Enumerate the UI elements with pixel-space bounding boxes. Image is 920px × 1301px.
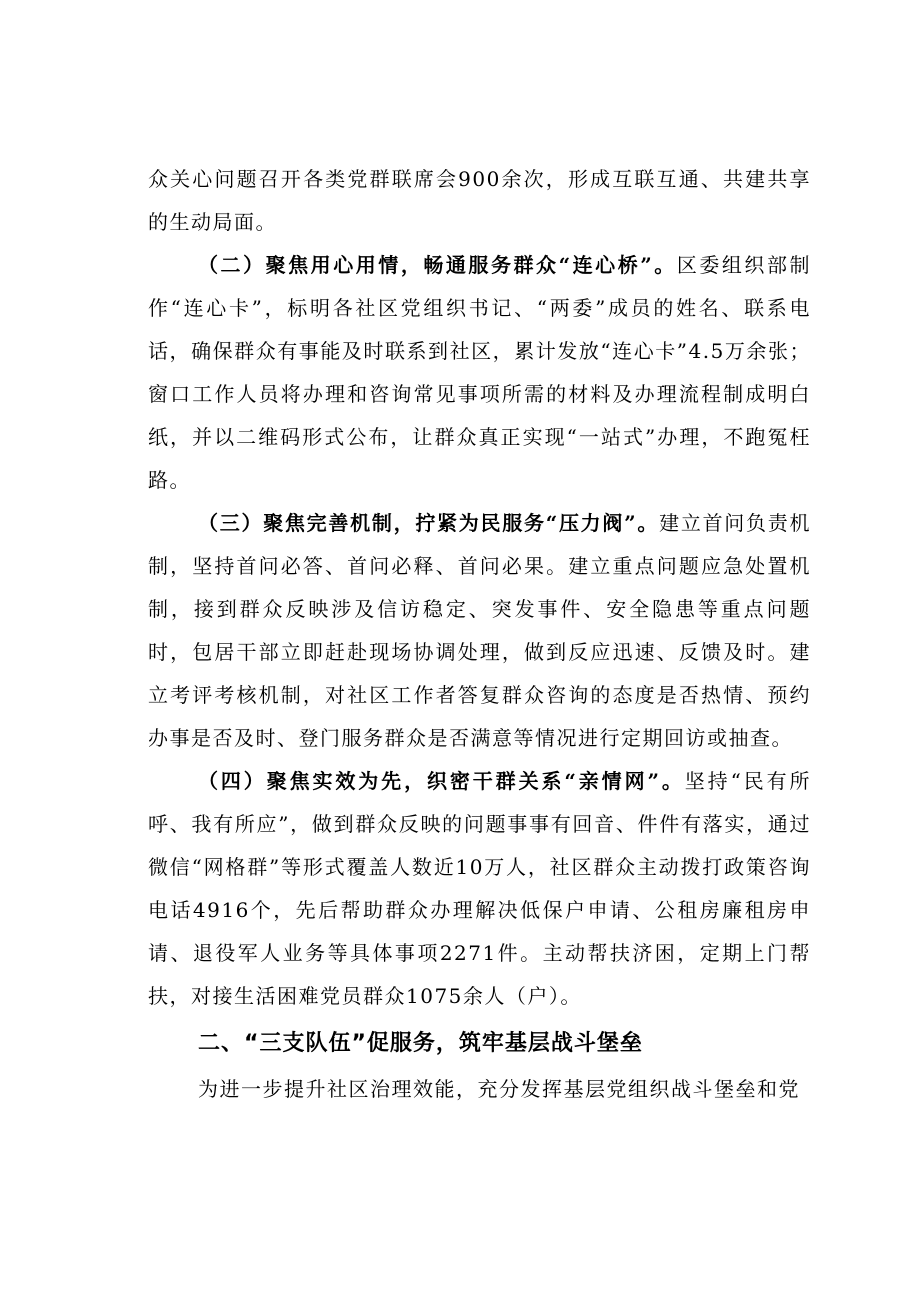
- paragraph-intro-text: 众关心问题召开各类党群联席会900余次，形成互联互通、共建共享的生动局面。: [148, 167, 811, 234]
- paragraph-section-4-lead: （四）聚焦实效为先，织密干群关系“亲情网”。: [198, 769, 685, 793]
- paragraph-section-3-text: 建立首问负责机制，坚持首问必答、首问必释、首问必果。建立重点问题应急处置机制，接到群众反映涉及信访稳定、突发事件、安全隐患等重点问题时，包居干部立即赶赴现场协调处理，做到反应迅速、反馈及时。建立考评考核机制，对社区工作者答复群众咨询的态度是否热情、预约办事是否及时、登门服务群众是否满意等情况进行定期回访或抽查。: [148, 511, 811, 750]
- paragraph-section-2: [148, 244, 811, 502]
- paragraph-section-2-text: 区委组织部制作“连心卡”，标明各社区党组织书记、“两委”成员的姓名、联系电话，确保群众有事能及时联系到社区，累计发放“连心卡”4.5万余张；窗口工作人员将办理和咨询常见事项所需的材料及办理流程制成明白纸，并以二维码形式公布，让群众真正实现“一站式”办理，不跑冤枉路。: [148, 253, 811, 492]
- paragraph-section-3: [148, 502, 811, 760]
- section-heading: 二、“三支队伍”促服务，筑牢基层战斗堡垒: [198, 1031, 643, 1056]
- paragraph-intro: [148, 158, 811, 244]
- paragraph-closing: [148, 1068, 811, 1111]
- document-page: [148, 158, 811, 1111]
- paragraph-section-4-text: 坚持“民有所呼、我有所应”，做到群众反映的问题事事有回音、件件有落实，通过微信“网格群”等形式覆盖人数近10万人，社区群众主动拨打政策咨询电话4916个，先后帮助群众办理解决低保户申请、公租房廉租房申请、退役军人业务等具体事项2271件。主动帮扶济困，定期上门帮扶，对接生活困难党员群众1075余人（户）。: [148, 769, 811, 1008]
- paragraph-closing-text: 为进一步提升社区治理效能，充分发挥基层党组织战斗堡垒和党: [198, 1077, 800, 1101]
- paragraph-section-2-lead: （二）聚焦用心用情，畅通服务群众“连心桥”。: [198, 253, 677, 277]
- paragraph-section-4: [148, 760, 811, 1018]
- paragraph-section-3-lead: （三）聚焦完善机制，拧紧为民服务“压力阀”。: [198, 511, 660, 535]
